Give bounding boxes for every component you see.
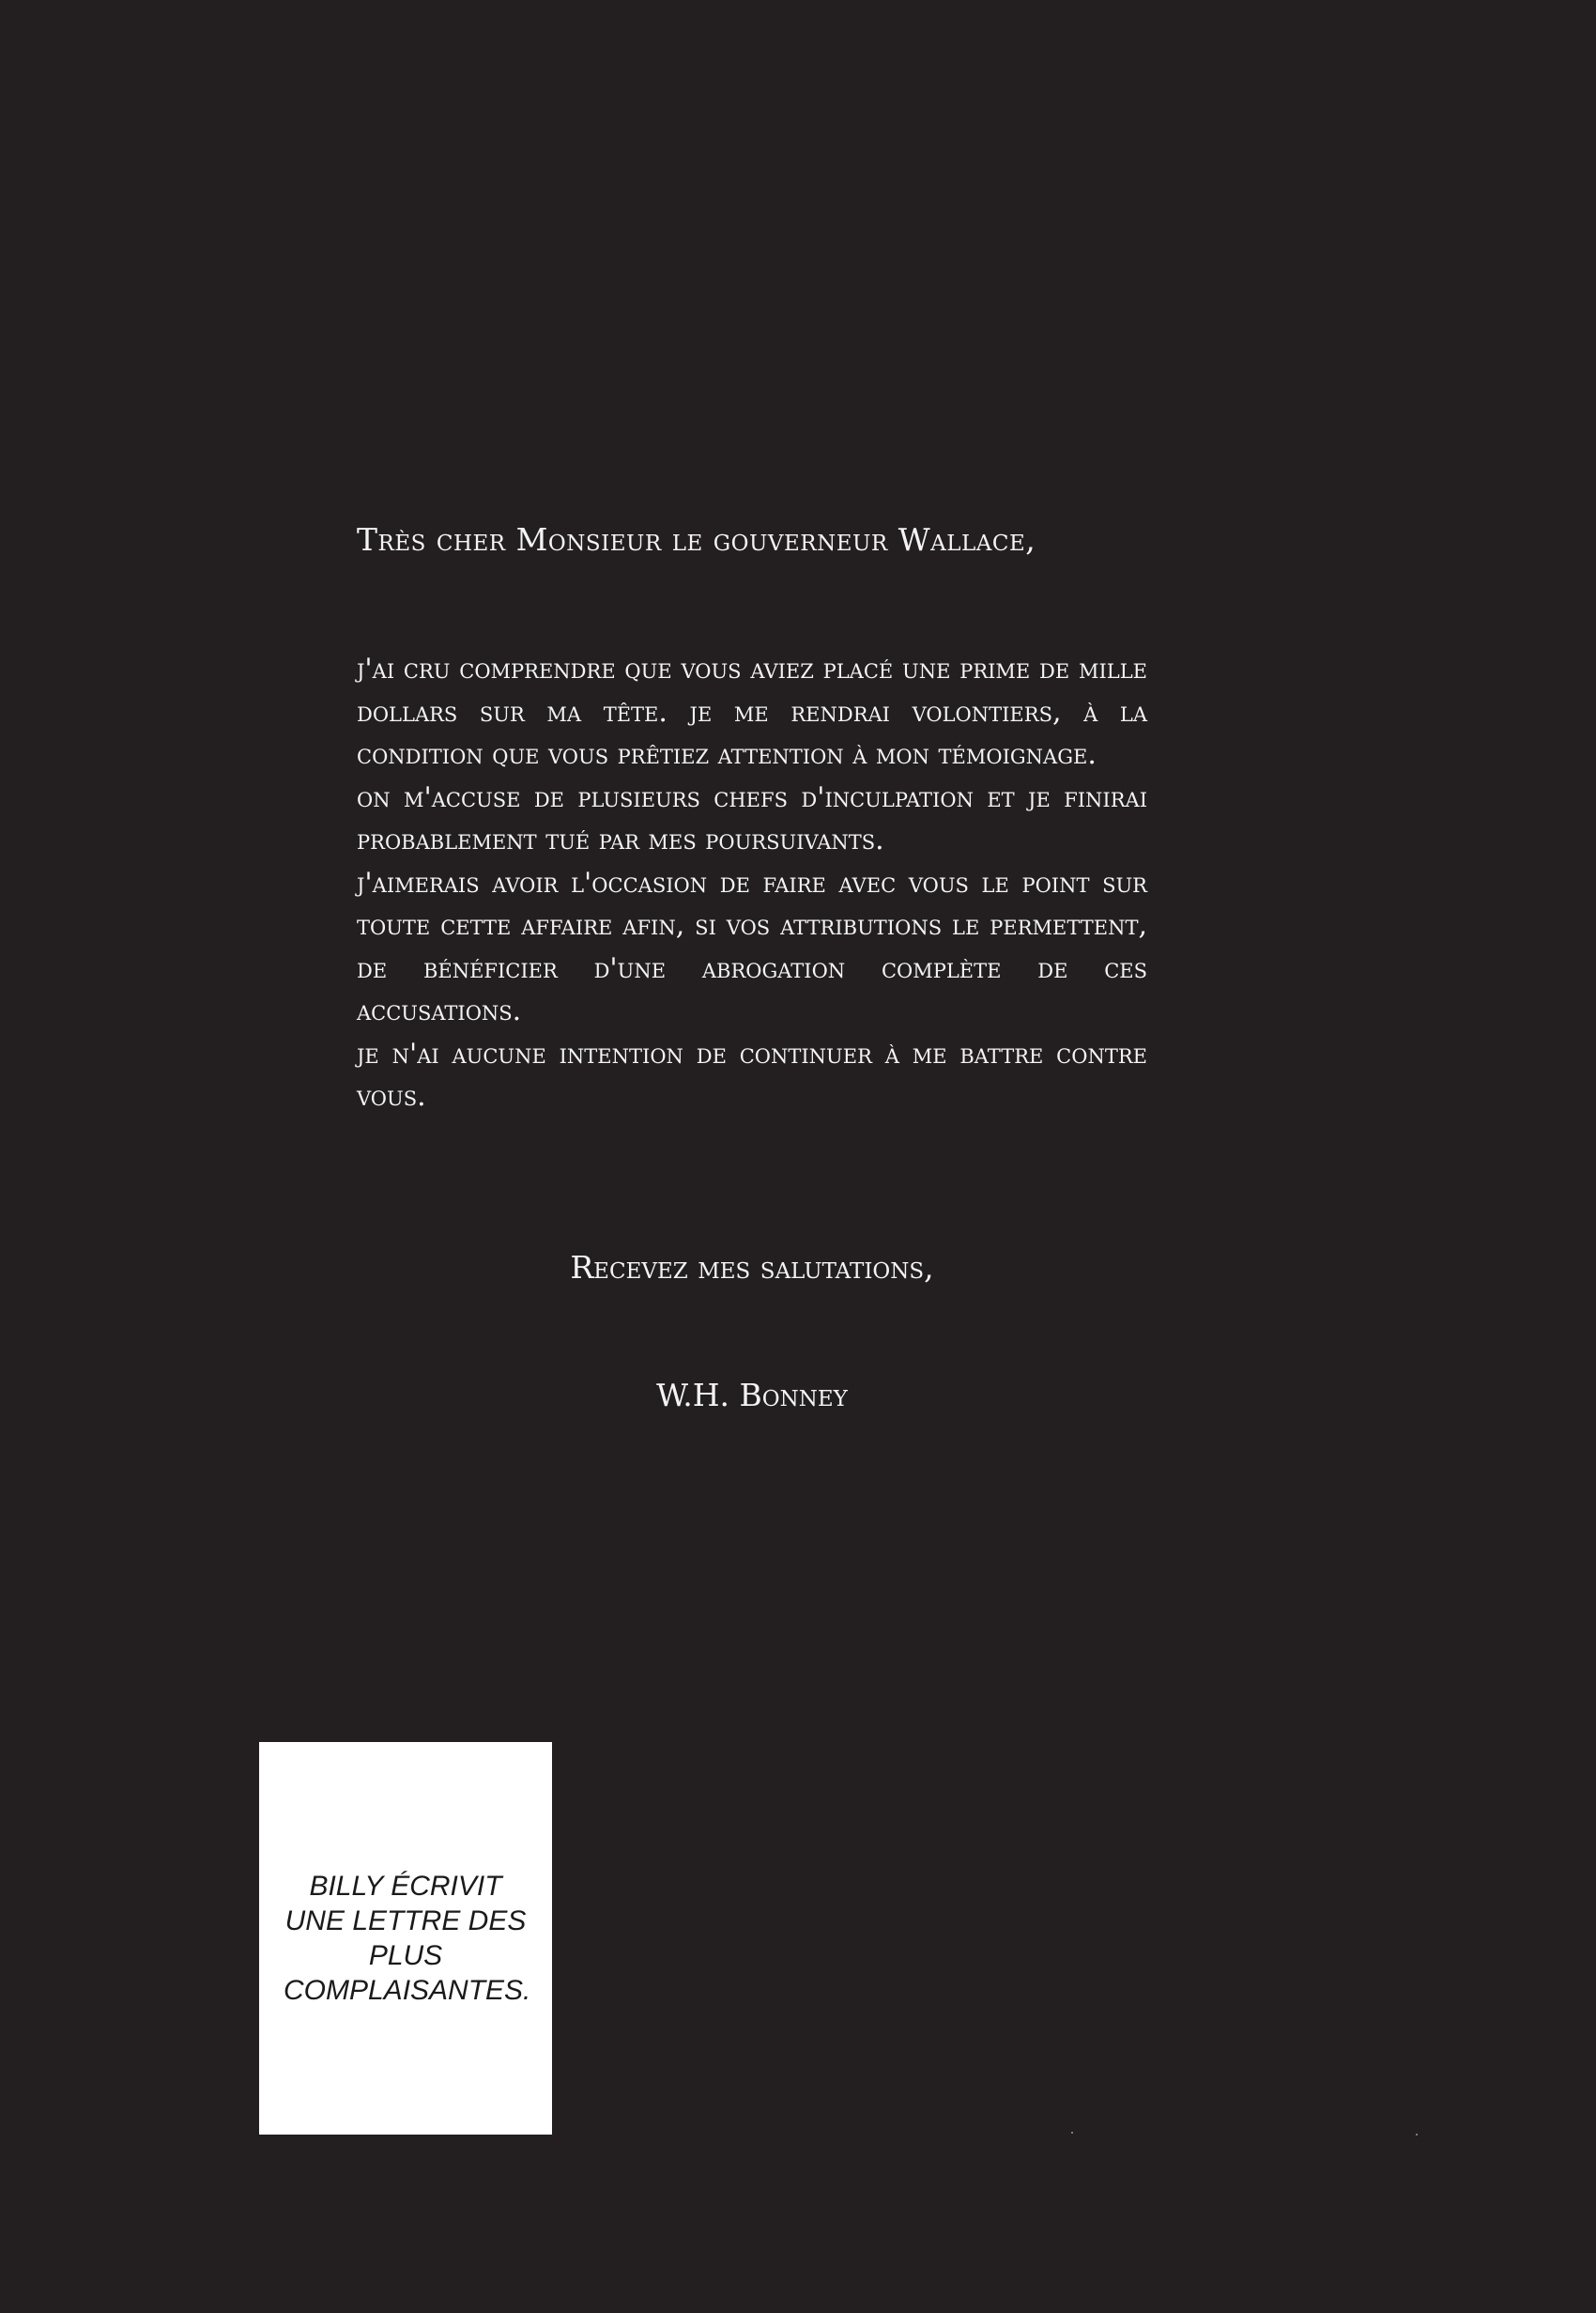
letter-paragraph: on m'accuse de plusieurs chefs d'inculpation et je finirai probablement tué par mes poursuivants. [357, 780, 1147, 856]
letter-body [357, 648, 1147, 1118]
letter-paragraph: j'ai cru comprendre que vous aviez placé une prime de mille dollars sur ma tête. je me rendrai volontiers, à la condition que vous prêtiez attention à mon témoignage. [357, 653, 1147, 771]
letter-closing: Recevez mes salutations, [570, 1249, 934, 1286]
caption-text: BILLY ÉCRIVIT UNE LETTRE DES PLUS COMPLAISANTES. [284, 1871, 531, 2006]
letter-salutation: Très cher Monsieur le gouverneur Wallace, [357, 521, 1036, 558]
caption-box [259, 1742, 552, 2135]
letter-paragraph: j'aimerais avoir l'occasion de faire avec vous le point sur toute cette affaire afin, si vos attributions le permettent, de bénéficier d'une abrogation complète de ces accusations. [357, 866, 1147, 1027]
dust-speck [1416, 2134, 1418, 2136]
letter-paragraph: je n'ai aucune intention de continuer à me battre contre vous. [357, 1037, 1147, 1113]
dust-speck [1071, 2132, 1073, 2134]
letter-signature: W.H. Bonney [656, 1377, 848, 1413]
